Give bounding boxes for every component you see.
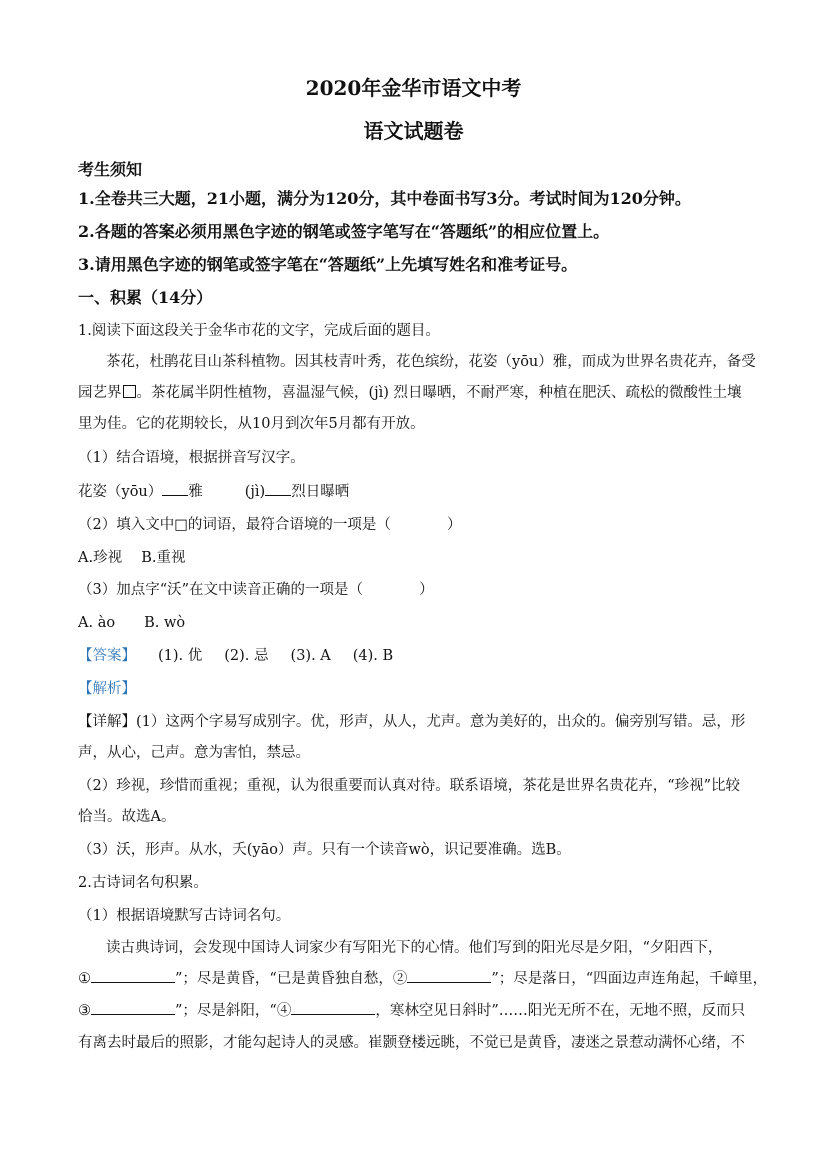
- question-stem: 2.古诗词名句积累。: [78, 875, 208, 891]
- passage-text: 。茶花属半阴性植物，喜温湿气候，(jì) 烈日曝晒，不耐严寒，种植在肥沃、疏松的微酸性土壤: [136, 385, 742, 401]
- passage-line: 读古典诗词，会发现中国诗人词家少有写阳光下的心情。他们写到的阳光尽是夕阳，“夕阳西下，: [106, 940, 723, 956]
- detail-line: 声，从心，己声。意为害怕，禁忌。: [78, 745, 310, 761]
- passage-line: 里为佳。它的花期较长，从10月到次年5月都有开放。: [78, 416, 425, 432]
- answer-item: (3). A: [290, 648, 331, 664]
- pinyin-text: 烈日曝晒: [291, 484, 350, 500]
- sub-question-text: （3）加点字“沃”在文中读音正确的一项是（: [78, 582, 364, 598]
- detail-line: （3）沃，形声。从水，夭(yāo）声。只有一个读音wò，识记要准确。选B。: [78, 842, 571, 858]
- passage-line: [78, 384, 742, 403]
- passage-text: ，寒林空见日斜时”……阳光无所不在，无地不照，反而只: [375, 1003, 746, 1019]
- passage-text: ”；尽是黄昏，“已是黄昏独自愁，②: [175, 971, 408, 987]
- sub-question: [78, 581, 434, 600]
- notice-heading: 考生须知: [78, 160, 143, 179]
- answer-blank[interactable]: [265, 495, 291, 496]
- answer-item: (2). 忌: [224, 648, 269, 664]
- answer-blank[interactable]: [291, 1014, 375, 1015]
- options: A.珍视 B.重视: [78, 550, 186, 566]
- blank-number: ③: [78, 1003, 91, 1019]
- notice-item: 3.请用黑色字迹的钢笔或签字笔在“答题纸”上先填写姓名和准考证号。: [78, 255, 578, 274]
- sub-question-end: ）: [446, 517, 462, 533]
- sub-question: （1）根据语境默写古诗词名句。: [78, 908, 291, 924]
- pinyin-text: 花姿（yōu）: [78, 484, 163, 500]
- page-subtitle: 语文试题卷: [363, 119, 464, 143]
- passage-line: [78, 1002, 745, 1021]
- sub-question-end: ）: [419, 582, 434, 598]
- answer-blank[interactable]: [407, 982, 491, 983]
- passage-line: 茶花，杜鹃花目山茶科植物。因其枝青叶秀，花色缤纷，花姿（yōu）雅，而成为世界名贵花卉，备受: [106, 354, 756, 370]
- sub-question: [78, 516, 461, 535]
- passage-text: 园艺界: [78, 385, 122, 401]
- notice-item: 2.各题的答案必须用黑色字迹的钢笔或签字笔写在“答题纸”的相应位置上。: [78, 222, 610, 241]
- answer-blank[interactable]: [91, 982, 175, 983]
- passage-text: ”；尽是落日，“四面边声连角起，千嶂里，: [491, 971, 768, 987]
- pinyin-text: 雅: [188, 484, 203, 500]
- sub-question: （1）结合语境，根据拼音写汉字。: [78, 450, 305, 466]
- analysis-label: 【解析】: [78, 681, 136, 697]
- pinyin-line: [78, 483, 349, 502]
- detail-line: （2）珍视，珍惜而重视；重视，认为很重要而认真对待。联系语境，茶花是世界名贵花卉，“珍视”比较: [78, 778, 741, 794]
- answer-blank[interactable]: [162, 495, 188, 496]
- answer-item: (4). B: [352, 648, 394, 664]
- pinyin-text: (jì): [244, 484, 266, 500]
- detail-line: 恰当。故选A。: [78, 809, 176, 825]
- notice-item: 1.全卷共三大题，21小题，满分为120分，其中卷面书写3分。考试时间为120分钟。: [78, 189, 691, 208]
- blank-number: ①: [78, 971, 91, 987]
- options: A. ào B. wò: [78, 615, 186, 631]
- answer-line: [78, 647, 393, 666]
- answer-blank[interactable]: [91, 1014, 175, 1015]
- sub-question-text: （2）填入文中□的词语，最符合语境的一项是（: [78, 517, 391, 533]
- question-stem: 1.阅读下面这段关于金华市花的文字，完成后面的题目。: [78, 323, 440, 339]
- answer-label: 【答案】: [78, 648, 136, 664]
- detail-line: 【详解】(1）这两个字易写成别字。优，形声，从人，尤声。意为美好的，出众的。偏旁别写错。忌，形: [78, 714, 746, 730]
- section-heading: 一、积累（14分）: [78, 288, 213, 307]
- fill-box: [123, 385, 136, 398]
- passage-line: 有离去时最后的照影，才能勾起诗人的灵感。崔颢登楼远眺，不觉已是黄昏，凄迷之景惹动满怀心绪，不: [78, 1035, 745, 1051]
- passage-text: ”；尽是斜阳，“④: [175, 1003, 292, 1019]
- page-title: 2020年金华市语文中考: [305, 76, 522, 100]
- passage-line: [78, 970, 767, 989]
- answer-item: (1). 优: [158, 648, 203, 664]
